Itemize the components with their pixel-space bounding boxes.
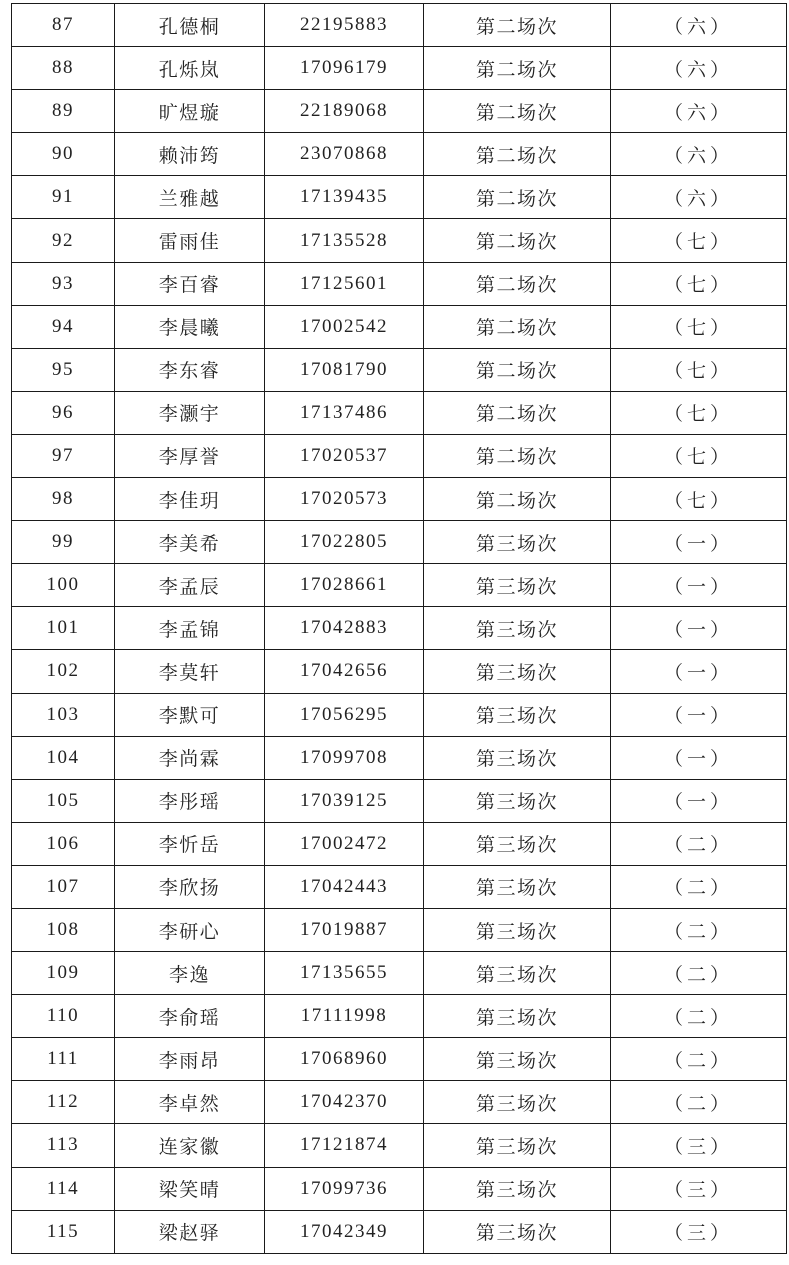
student-id: 17125601 [265,262,424,305]
exam-group: （三） [611,1167,787,1210]
row-number: 105 [12,779,115,822]
exam-session: 第三场次 [424,865,611,908]
exam-group: （三） [611,1124,787,1167]
table-row [12,521,787,564]
row-number: 95 [12,348,115,391]
student-name: 赖沛筠 [115,133,265,176]
student-name: 李孟辰 [115,564,265,607]
student-id: 17042656 [265,650,424,693]
exam-session: 第二场次 [424,133,611,176]
exam-session: 第三场次 [424,1124,611,1167]
student-id: 17002472 [265,822,424,865]
exam-session: 第二场次 [424,176,611,219]
student-name: 兰雅越 [115,176,265,219]
exam-session: 第三场次 [424,564,611,607]
table-row [12,176,787,219]
exam-group: （一） [611,779,787,822]
exam-session: 第三场次 [424,521,611,564]
table-row [12,1167,787,1210]
student-id: 17099736 [265,1167,424,1210]
table-row [12,1081,787,1124]
exam-group: （七） [611,348,787,391]
student-id: 17121874 [265,1124,424,1167]
student-id: 17081790 [265,348,424,391]
exam-group: （二） [611,1038,787,1081]
exam-group: （七） [611,434,787,477]
row-number: 110 [12,995,115,1038]
table-row [12,736,787,779]
exam-session: 第三场次 [424,779,611,822]
student-id: 17068960 [265,1038,424,1081]
exam-group: （六） [611,176,787,219]
exam-group: （一） [611,650,787,693]
student-name: 李尚霖 [115,736,265,779]
row-number: 114 [12,1167,115,1210]
table-row [12,478,787,521]
student-id: 22195883 [265,4,424,47]
exam-session: 第三场次 [424,952,611,995]
student-name: 李佳玥 [115,478,265,521]
exam-group: （六） [611,90,787,133]
student-name: 孔烁岚 [115,47,265,90]
row-number: 90 [12,133,115,176]
exam-session: 第三场次 [424,1210,611,1253]
student-id: 17042443 [265,865,424,908]
row-number: 88 [12,47,115,90]
student-name: 李忻岳 [115,822,265,865]
exam-group: （一） [611,693,787,736]
exam-group: （二） [611,1081,787,1124]
exam-group: （二） [611,952,787,995]
table-row [12,1038,787,1081]
row-number: 94 [12,305,115,348]
exam-group: （二） [611,822,787,865]
table-row [12,1210,787,1253]
student-name: 李美希 [115,521,265,564]
student-name: 李研心 [115,908,265,951]
student-id: 17039125 [265,779,424,822]
student-name: 李东睿 [115,348,265,391]
student-id: 17137486 [265,391,424,434]
row-number: 104 [12,736,115,779]
row-number: 107 [12,865,115,908]
row-number: 101 [12,607,115,650]
exam-session: 第二场次 [424,47,611,90]
exam-group: （一） [611,564,787,607]
table-row [12,1124,787,1167]
student-id: 17022805 [265,521,424,564]
exam-session: 第三场次 [424,995,611,1038]
row-number: 93 [12,262,115,305]
student-id: 17028661 [265,564,424,607]
row-number: 106 [12,822,115,865]
row-number: 102 [12,650,115,693]
student-name: 梁赵驿 [115,1210,265,1253]
table-row [12,4,787,47]
table-row [12,995,787,1038]
table-row [12,779,787,822]
student-id: 17056295 [265,693,424,736]
exam-session: 第三场次 [424,822,611,865]
exam-group: （七） [611,478,787,521]
exam-group: （七） [611,391,787,434]
roster-body [12,4,787,1254]
student-id: 17099708 [265,736,424,779]
exam-group: （一） [611,521,787,564]
table-row [12,607,787,650]
student-id: 17019887 [265,908,424,951]
student-id: 17020537 [265,434,424,477]
exam-session: 第三场次 [424,607,611,650]
student-name: 梁笑晴 [115,1167,265,1210]
table-row [12,90,787,133]
student-name: 李孟锦 [115,607,265,650]
table-row [12,391,787,434]
student-name: 李彤瑶 [115,779,265,822]
row-number: 112 [12,1081,115,1124]
row-number: 92 [12,219,115,262]
table-row [12,434,787,477]
exam-session: 第二场次 [424,90,611,133]
exam-group: （七） [611,305,787,348]
student-id: 17096179 [265,47,424,90]
student-name: 雷雨佳 [115,219,265,262]
exam-session: 第二场次 [424,391,611,434]
row-number: 108 [12,908,115,951]
exam-session: 第三场次 [424,908,611,951]
exam-session: 第三场次 [424,1167,611,1210]
student-name: 李晨曦 [115,305,265,348]
student-id: 17135655 [265,952,424,995]
exam-group: （六） [611,4,787,47]
student-name: 李雨昂 [115,1038,265,1081]
row-number: 98 [12,478,115,521]
exam-session: 第二场次 [424,262,611,305]
table-row [12,47,787,90]
student-name: 孔德桐 [115,4,265,47]
exam-session: 第二场次 [424,348,611,391]
row-number: 111 [12,1038,115,1081]
roster-table [11,3,787,1254]
table-row [12,348,787,391]
exam-group: （二） [611,908,787,951]
exam-session: 第三场次 [424,1081,611,1124]
table-row [12,219,787,262]
student-id: 17020573 [265,478,424,521]
student-name: 李默可 [115,693,265,736]
student-id: 17042883 [265,607,424,650]
exam-group: （七） [611,262,787,305]
row-number: 96 [12,391,115,434]
table-row [12,952,787,995]
table-row [12,305,787,348]
exam-group: （二） [611,865,787,908]
row-number: 99 [12,521,115,564]
exam-session: 第二场次 [424,219,611,262]
exam-group: （六） [611,47,787,90]
exam-group: （一） [611,736,787,779]
row-number: 100 [12,564,115,607]
row-number: 113 [12,1124,115,1167]
student-id: 23070868 [265,133,424,176]
table-row [12,133,787,176]
exam-group: （三） [611,1210,787,1253]
exam-group: （一） [611,607,787,650]
exam-session: 第三场次 [424,736,611,779]
student-name: 李逸 [115,952,265,995]
exam-session: 第三场次 [424,1038,611,1081]
row-number: 89 [12,90,115,133]
student-id: 22189068 [265,90,424,133]
student-id: 17002542 [265,305,424,348]
exam-session: 第二场次 [424,4,611,47]
exam-session: 第二场次 [424,434,611,477]
student-id: 17111998 [265,995,424,1038]
exam-group: （七） [611,219,787,262]
exam-group: （六） [611,133,787,176]
student-name: 李百睿 [115,262,265,305]
row-number: 109 [12,952,115,995]
student-name: 连家徽 [115,1124,265,1167]
row-number: 97 [12,434,115,477]
student-name: 李欣扬 [115,865,265,908]
row-number: 103 [12,693,115,736]
table-row [12,564,787,607]
student-name: 李俞瑶 [115,995,265,1038]
exam-session: 第二场次 [424,478,611,521]
student-name: 李卓然 [115,1081,265,1124]
row-number: 91 [12,176,115,219]
student-id: 17042370 [265,1081,424,1124]
student-name: 旷煜璇 [115,90,265,133]
student-name: 李灏宇 [115,391,265,434]
student-name: 李厚誉 [115,434,265,477]
table-row [12,908,787,951]
table-row [12,822,787,865]
row-number: 87 [12,4,115,47]
exam-session: 第三场次 [424,693,611,736]
table-row [12,650,787,693]
exam-session: 第二场次 [424,305,611,348]
student-id: 17135528 [265,219,424,262]
table-row [12,262,787,305]
student-id: 17042349 [265,1210,424,1253]
table-row [12,865,787,908]
table-row [12,693,787,736]
exam-group: （二） [611,995,787,1038]
student-id: 17139435 [265,176,424,219]
row-number: 115 [12,1210,115,1253]
student-name: 李莫轩 [115,650,265,693]
exam-session: 第三场次 [424,650,611,693]
